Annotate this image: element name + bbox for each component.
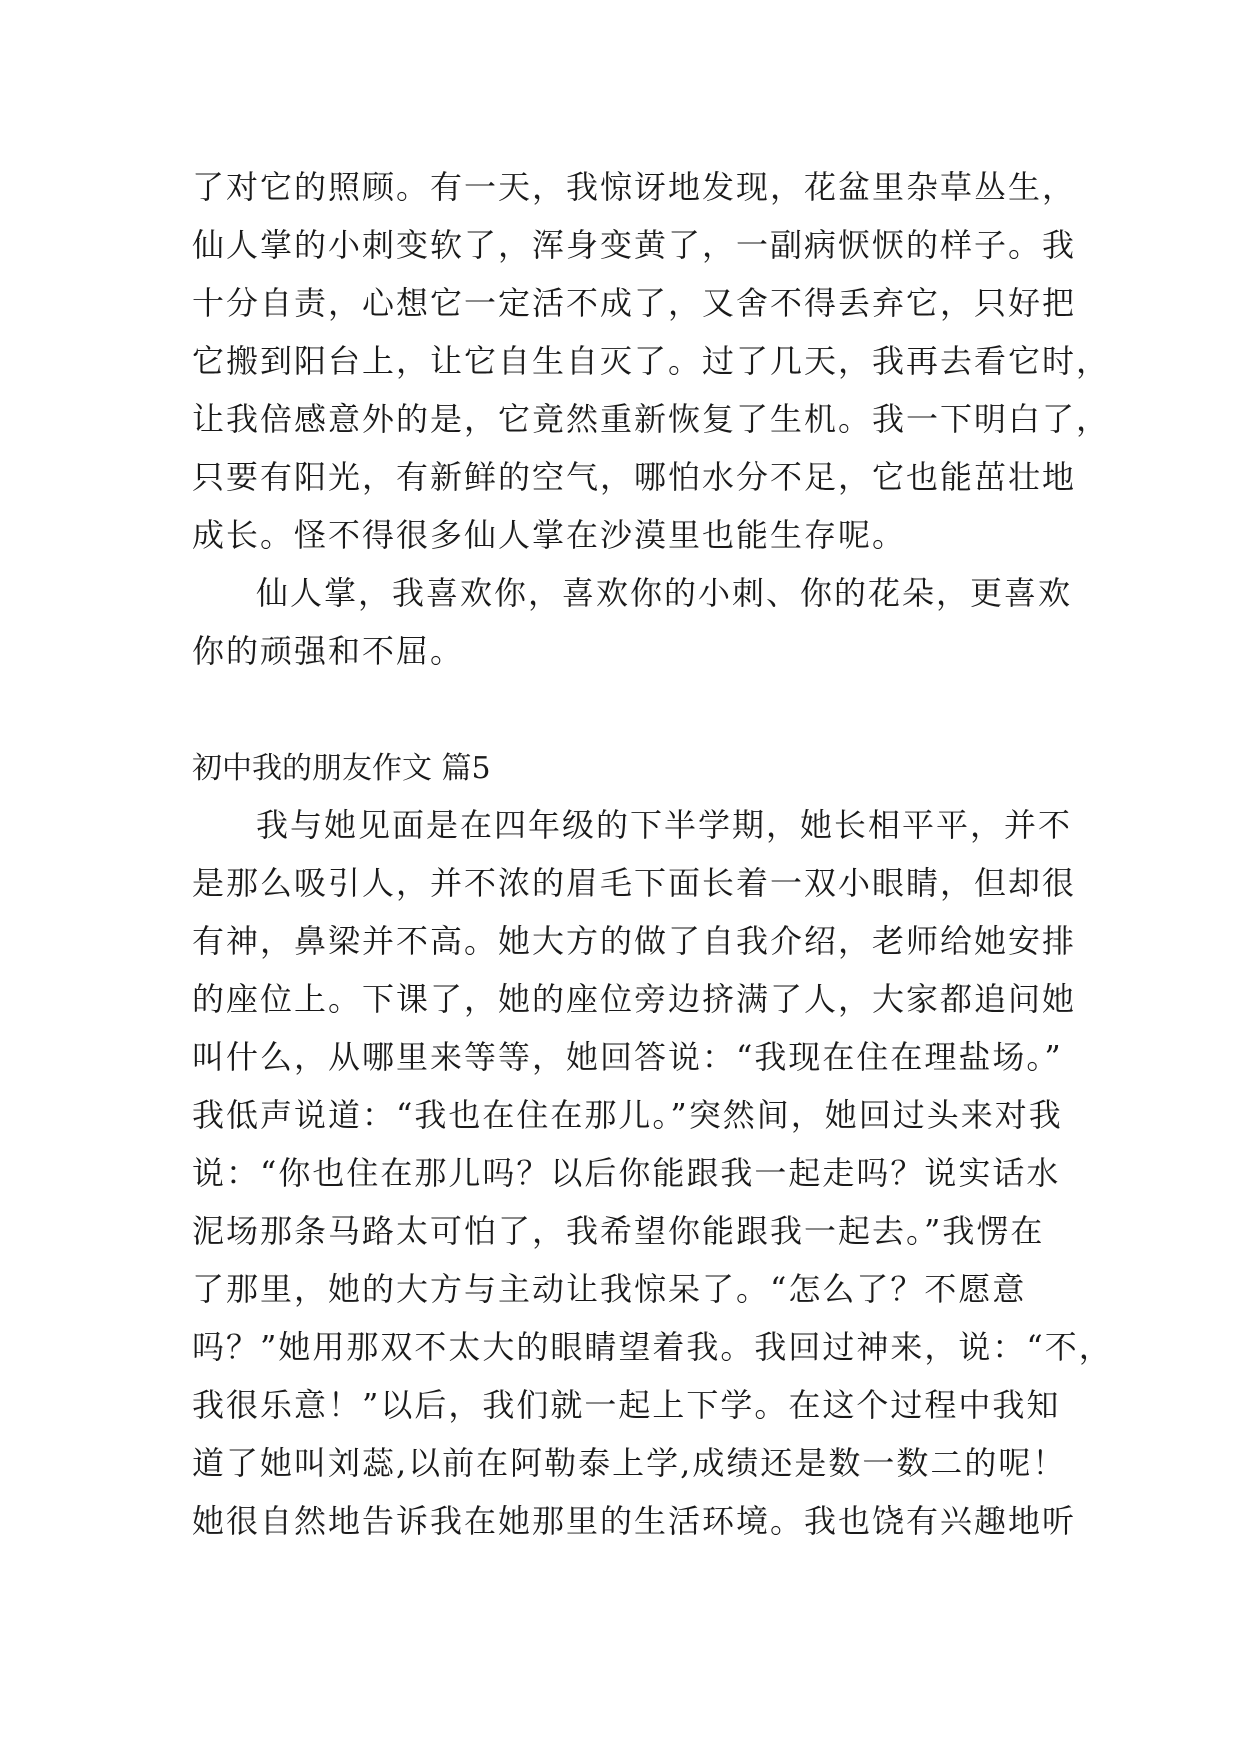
text-line: 我与她见面是在四年级的下半学期，她长相平平，并不	[256, 806, 1073, 844]
text-line: 我低声说道：“我也在住在那儿。”突然间，她回过头来对我	[192, 1096, 1063, 1134]
text-line: 只要有阳光，有新鲜的空气，哪怕水分不足，它也能茁壮地	[192, 458, 1077, 496]
essay-heading: 初中我的朋友作文 篇5	[192, 751, 491, 786]
text-line: 你的顽强和不屈。	[192, 632, 465, 670]
text-line: 我很乐意！”以后，我们就一起上下学。在这个过程中我知	[192, 1386, 1061, 1424]
paragraph-cactus-care	[192, 158, 1111, 564]
paragraph-friend-story	[192, 796, 1113, 1550]
text-line: 它搬到阳台上，让它自生自灭了。过了几天，我再去看它时，	[192, 342, 1111, 380]
text-line: 叫什么，从哪里来等等，她回答说：“我现在住在理盐场。”	[192, 1038, 1063, 1076]
text-line: 泥场那条马路太可怕了，我希望你能跟我一起去。”我愣在	[192, 1212, 1045, 1250]
text-line: 了那里，她的大方与主动让我惊呆了。“怎么了？不愿意	[192, 1270, 1027, 1308]
text-line: 的座位上。下课了，她的座位旁边挤满了人，大家都追问她	[192, 980, 1077, 1018]
text-line: 吗？”她用那双不太大的眼睛望着我。我回过神来，说：“不，	[192, 1328, 1113, 1366]
text-line: 她很自然地告诉我在她那里的生活环境。我也饶有兴趣地听	[192, 1502, 1077, 1540]
text-line: 仙人掌的小刺变软了，浑身变黄了，一副病恹恹的样子。我	[192, 226, 1077, 264]
text-line: 了对它的照顾。有一天，我惊讶地发现，花盆里杂草丛生，	[192, 168, 1077, 206]
text-line: 是那么吸引人，并不浓的眉毛下面长着一双小眼睛，但却很	[192, 864, 1077, 902]
text-line: 成长。怪不得很多仙人掌在沙漠里也能生存呢。	[192, 516, 907, 554]
text-line: 道了她叫刘蕊,以前在阿勒泰上学,成绩还是数一数二的呢！	[192, 1444, 1067, 1482]
paragraph-cactus-conclusion	[192, 564, 1072, 680]
text-line: 让我倍感意外的是，它竟然重新恢复了生机。我一下明白了，	[192, 400, 1111, 438]
text-line: 十分自责，心想它一定活不成了，又舍不得丢弃它，只好把	[192, 284, 1077, 322]
text-line: 仙人掌，我喜欢你，喜欢你的小刺、你的花朵，更喜欢	[256, 574, 1073, 612]
text-line: 说：“你也住在那儿吗？以后你能跟我一起走吗？说实话水	[192, 1154, 1061, 1192]
text-line: 有神，鼻梁并不高。她大方的做了自我介绍，老师给她安排	[192, 922, 1077, 960]
